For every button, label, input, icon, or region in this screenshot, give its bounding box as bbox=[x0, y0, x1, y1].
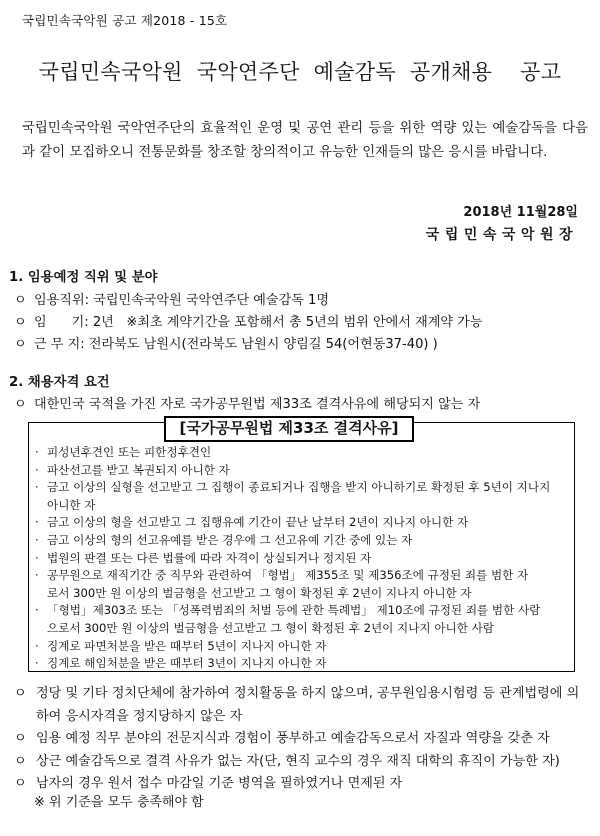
list-item bbox=[34, 514, 570, 532]
item-line: 피성년후견인 또는 피한정후견인 bbox=[47, 445, 212, 459]
notice-number: 국립민속국악원 공고 제2018 - 15호 bbox=[22, 13, 228, 28]
bullet-mark: ㅇ bbox=[14, 753, 27, 769]
list-item bbox=[34, 444, 570, 462]
dot-mark: · bbox=[35, 656, 39, 671]
bullet-mark: ㅇ bbox=[14, 293, 27, 308]
item-line: 법원의 판결 또는 다른 법률에 따라 자격이 상실되거나 정지된 자 bbox=[47, 550, 372, 565]
qualification-text: 정당 및 기타 정치단체에 참가하여 정치활동을 하지 않으며, 공무원임용시험령 등 관계법령에 의하여 응시자격을 정지당하지 않은 자 bbox=[36, 686, 580, 724]
term-label: 임 기: bbox=[34, 315, 89, 330]
qualification-list bbox=[14, 683, 588, 796]
list-item bbox=[14, 751, 588, 774]
list-item bbox=[34, 550, 570, 568]
footnote: ※ 위 기준을 모두 충족해야 함 bbox=[34, 795, 204, 810]
term-value: 2년 ※최초 계약기간을 포함해서 총 5년의 범위 안에서 재계약 가능 bbox=[88, 315, 483, 330]
list-item bbox=[34, 567, 570, 602]
item-line: 공무원으로 재직기간 중 직무와 관련하여 「형법」 제355조 및 제356조에 규정된 죄를 범한 자 bbox=[47, 568, 529, 583]
qualification-text: 남자의 경우 원서 접수 마감일 기준 병역을 필하였거나 면제된 자 bbox=[36, 776, 403, 792]
dot-mark: · bbox=[35, 462, 39, 477]
dot-mark: · bbox=[35, 532, 39, 547]
list-item bbox=[14, 683, 588, 728]
workplace-row bbox=[14, 333, 438, 352]
list-item bbox=[34, 655, 570, 673]
bullet-mark: ㅇ bbox=[14, 397, 27, 412]
dot-mark: · bbox=[35, 550, 39, 565]
position-label: 임용직위: bbox=[34, 293, 90, 308]
qualification-text: 임용 예정 직무 분야의 전문지식과 경험이 풍부하고 예술감독으로서 자질과 역량을 갖춘 자 bbox=[36, 731, 550, 747]
dot-mark: · bbox=[35, 445, 39, 459]
bullet-mark: ㅇ bbox=[14, 315, 27, 330]
bullet-mark: ㅇ bbox=[14, 776, 27, 792]
list-item bbox=[14, 728, 588, 751]
list-item bbox=[34, 462, 570, 480]
disqualification-box-title: [국가공무원법 제33조 결격사유] bbox=[164, 416, 414, 442]
section-2-heading: 2. 채용자격 요건 bbox=[9, 375, 110, 390]
item-line: 파산선고를 받고 복권되지 아니한 자 bbox=[47, 462, 230, 477]
page-title: 국립민속국악원 국악연주단 예술감독 공개채용 공고 bbox=[38, 60, 562, 84]
nationality-text: 대한민국 국적을 가진 자로 국가공무원법 제33조 결격사유에 해당되지 않는 자 bbox=[34, 397, 481, 412]
item-line: 「형법」제303조 또는 「성폭력범죄의 처벌 등에 관한 특례법」 제10조에 규정된 죄를 범한 사람 bbox=[47, 603, 541, 618]
list-item bbox=[34, 532, 570, 550]
dot-mark: · bbox=[35, 480, 39, 495]
bullet-mark: ㅇ bbox=[14, 686, 27, 701]
position-value: 국립민속국악원 국악연주단 예술감독 1명 bbox=[89, 293, 330, 308]
nationality-row bbox=[14, 393, 480, 412]
item-line-continued: 아니한 자 bbox=[47, 497, 96, 512]
list-item bbox=[34, 638, 570, 656]
intro-paragraph: 국립민속국악원 국악연주단의 효율적인 운영 및 공연 관리 등을 위한 역량 있는 예술감독을 다음과 같이 모집하오니 전통문화를 창조할 창의적이고 유능한 인재들의 많은 응시를 바랍니다. bbox=[22, 121, 588, 160]
notice-date: 2018년 11월28일 bbox=[463, 205, 578, 220]
item-line: 금고 이상의 실형을 선고받고 그 집행이 종료되거나 집행을 받지 아니하기로 확정된 후 5년이 지나지 bbox=[47, 480, 551, 495]
workplace-label: 근 무 지: bbox=[34, 337, 85, 352]
item-line: 징계로 해임처분을 받은 때부터 3년이 지나지 아니한 자 bbox=[47, 656, 327, 671]
issuer-name: 국립민속국악원장 bbox=[425, 227, 578, 243]
section-1-heading: 1. 임용예정 직위 및 분야 bbox=[9, 270, 158, 285]
list-item bbox=[34, 479, 570, 514]
list-item bbox=[34, 602, 570, 637]
dot-mark: · bbox=[35, 638, 39, 653]
dot-mark: · bbox=[35, 515, 39, 530]
dot-mark: · bbox=[35, 568, 39, 583]
item-line-continued: 로서 300만 원 이상의 벌금형을 선고받고 그 형이 확정된 후 2년이 지나지 아니한 자 bbox=[47, 585, 472, 600]
term-row bbox=[14, 311, 482, 330]
item-line: 금고 이상의 형을 선고받고 그 집행유예 기간이 끝난 날부터 2년이 지나지 아니한 자 bbox=[47, 515, 469, 530]
position-row bbox=[14, 289, 329, 308]
qualification-text: 상근 예술감독으로 결격 사유가 없는 자(단, 현직 교수의 경우 재직 대학의 휴직이 가능한 자) bbox=[36, 753, 560, 769]
workplace-value: 전라북도 남원시(전라북도 남원시 양림길 54(어현동37-40) ) bbox=[84, 337, 438, 352]
bullet-mark: ㅇ bbox=[14, 337, 27, 352]
item-line: 징계로 파면처분을 받은 때부터 5년이 지나지 아니한 자 bbox=[47, 638, 327, 653]
bullet-mark: ㅇ bbox=[14, 731, 27, 747]
item-line: 금고 이상의 형의 선고유예를 받은 경우에 그 선고유예 기간 중에 있는 자 bbox=[47, 532, 413, 547]
item-line-continued: 으로서 300만 원 이상의 벌금형을 선고받고 그 형이 확정된 후 2년이 지나지 아니한 사람 bbox=[47, 620, 495, 635]
disqualification-list bbox=[34, 444, 570, 673]
dot-mark: · bbox=[35, 603, 39, 618]
